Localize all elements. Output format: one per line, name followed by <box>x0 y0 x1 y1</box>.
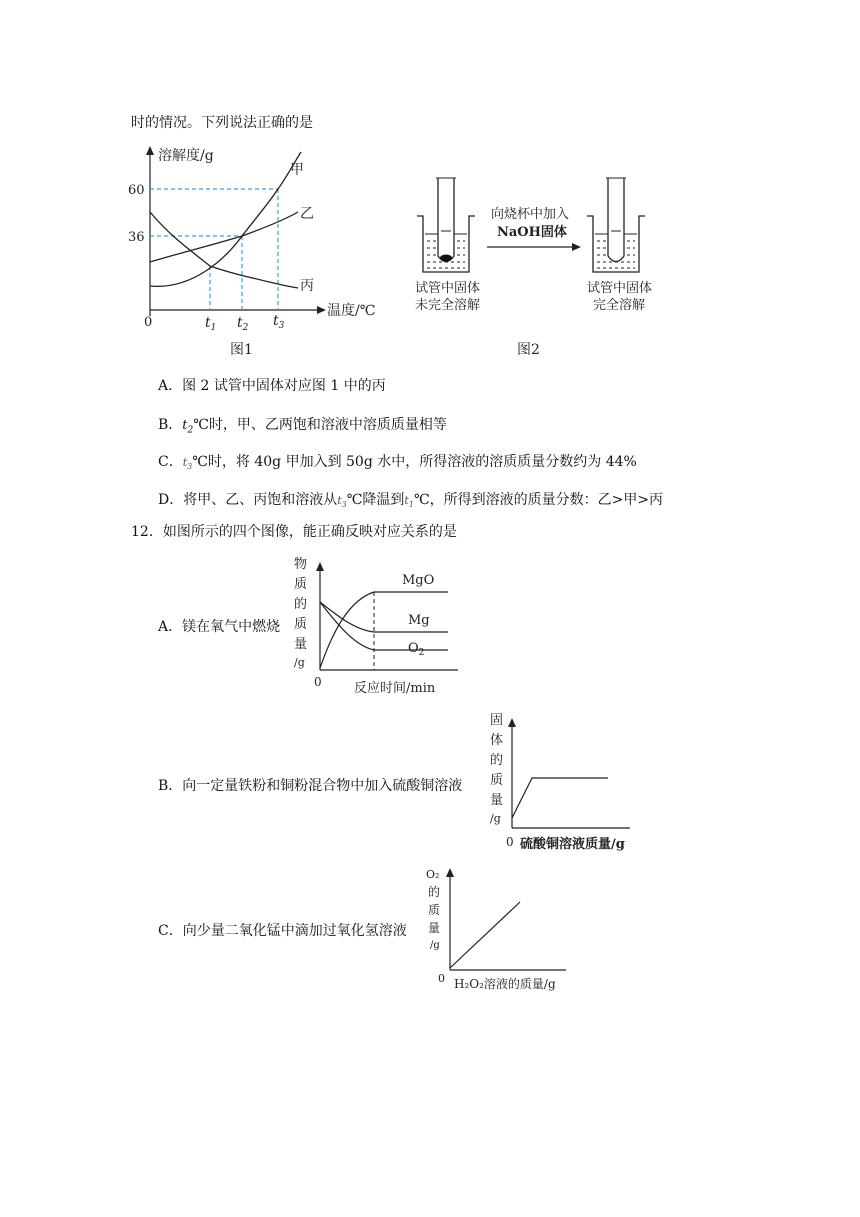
beaker-figure <box>405 168 685 364</box>
svg-text:的: 的 <box>490 753 504 768</box>
graph-a-xlabel: 反应时间/min <box>354 681 436 696</box>
svg-text:/g: /g <box>430 940 440 951</box>
graph-a-y-arrow <box>316 562 324 571</box>
fig1-y-arrow <box>146 146 154 155</box>
left-beaker <box>417 178 475 272</box>
option-c <box>158 452 637 477</box>
graph-a-origin: 0 <box>314 675 322 689</box>
arrow-text-2: NaOH固体 <box>497 225 567 240</box>
label-mg: Mg <box>408 613 430 628</box>
svg-text:量: 量 <box>490 793 504 808</box>
graph-c-xlabel: H₂O₂溶液的质量/g <box>454 977 556 991</box>
curve-solid-mass <box>512 778 608 818</box>
svg-text:的: 的 <box>428 885 441 899</box>
fig1-origin: 0 <box>144 315 153 330</box>
q12-option-a: A．镁在氧气中燃烧 <box>158 619 281 635</box>
svg-text:O₂: O₂ <box>426 868 440 881</box>
question-12-stem: 12．如图所示的四个图像，能正确反映对应关系的是 <box>131 524 457 540</box>
option-d-prefix: D．将甲、乙、丙饱和溶液从 <box>158 492 338 508</box>
graph-c-ylabel <box>426 868 440 951</box>
label-mgo: MgO <box>402 573 435 588</box>
option-d-mid: ℃降温到 <box>346 492 405 508</box>
curve-label-jia: 甲 <box>290 162 304 178</box>
svg-text:质: 质 <box>294 617 308 632</box>
right-caption-1: 试管中固体 <box>587 281 653 296</box>
left-caption-2: 未完全溶解 <box>415 298 481 313</box>
solubility-figure <box>118 138 398 366</box>
svg-text:固: 固 <box>490 713 504 728</box>
right-caption-2: 完全溶解 <box>593 298 646 313</box>
q12-option-c: C．向少量二氧化锰中滴加过氧化氢溶液 <box>158 923 407 939</box>
svg-text:质: 质 <box>490 773 504 788</box>
graph-c-y-arrow <box>446 868 454 877</box>
graph-c-origin: 0 <box>438 972 445 985</box>
svg-text:量: 量 <box>428 921 441 935</box>
svg-text:物: 物 <box>294 557 308 572</box>
option-b-text: ℃时，甲、乙两饱和溶液中溶质质量相等 <box>193 417 447 433</box>
arrow-text-1: 向烧杯中加入 <box>491 207 570 222</box>
option-c-temp: $t_3$ <box>182 456 193 472</box>
fig1-xtick-t1: $t_1$ <box>205 315 217 333</box>
curve-o2-mass <box>450 902 520 968</box>
curve-label-yi: 乙 <box>300 206 314 222</box>
q12-graph-a <box>290 548 490 696</box>
option-c-text: ℃时，将 40g 甲加入到 50g 水中，所得溶液的溶质质量分数约为 44% <box>192 454 637 470</box>
question-intro: 时的情况。下列说法正确的是 <box>131 115 313 131</box>
option-a: A．图 2 试管中固体对应图 1 中的丙 <box>158 378 386 394</box>
curve-mgo <box>320 592 448 668</box>
fig1-ylabel: 溶解度/g <box>158 148 214 164</box>
option-b <box>158 415 447 441</box>
q12-graph-c <box>420 860 580 996</box>
fig1-xlabel: 温度/℃ <box>327 303 376 319</box>
svg-text:质: 质 <box>294 577 308 592</box>
option-d-text: ℃，所得到溶液的质量分数：乙>甲>丙 <box>413 492 664 508</box>
option-b-prefix: B． <box>158 417 183 433</box>
fig1-ytick-36: 36 <box>128 230 145 245</box>
graph-b-xlabel: 硫酸铜溶液质量/g <box>520 837 625 852</box>
fig2-caption: 图2 <box>517 342 540 358</box>
fig1-xtick-t2: $t_2$ <box>237 315 249 333</box>
left-caption-1: 试管中固体 <box>415 281 481 296</box>
graph-b-ylabel <box>490 713 503 825</box>
option-d-temp-2: $t_1$ <box>404 494 414 510</box>
option-c-prefix: C． <box>158 454 183 470</box>
q12-graph-b <box>480 706 660 856</box>
graph-b-origin: 0 <box>506 835 514 849</box>
right-beaker <box>587 178 645 272</box>
label-o2: $O_2$ <box>408 641 425 658</box>
svg-text:的: 的 <box>294 597 308 612</box>
fig1-xtick-t3: $t_3$ <box>273 313 285 331</box>
svg-text:/g: /g <box>294 656 305 669</box>
option-b-temp: $t_2$ <box>182 418 194 436</box>
svg-text:体: 体 <box>490 733 504 748</box>
svg-text:质: 质 <box>428 903 441 917</box>
option-d <box>158 490 663 515</box>
fig1-ytick-60: 60 <box>128 183 145 198</box>
option-d-temp-1: $t_3$ <box>337 494 347 510</box>
curve-yi <box>150 212 298 262</box>
q12-option-b: B．向一定量铁粉和铜粉混合物中加入硫酸铜溶液 <box>158 778 463 794</box>
graph-b-y-arrow <box>508 718 516 727</box>
svg-text:/g: /g <box>490 812 501 825</box>
svg-text:量: 量 <box>294 637 308 652</box>
fig1-caption: 图1 <box>230 342 253 358</box>
curve-label-bing: 丙 <box>300 278 314 294</box>
graph-a-ylabel <box>294 556 307 669</box>
fig1-x-arrow <box>317 306 326 314</box>
process-arrowhead <box>572 243 581 251</box>
